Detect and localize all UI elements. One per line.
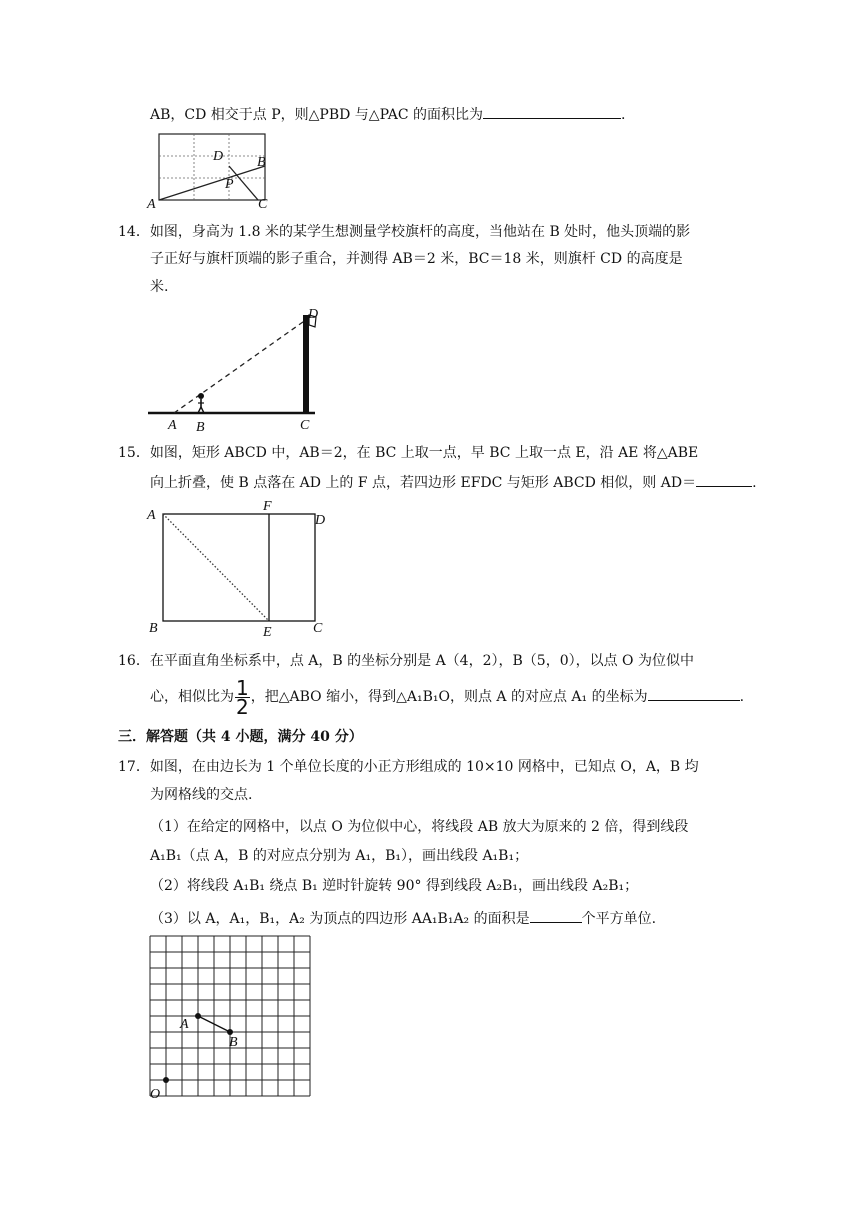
q17-part3-text: 个平方单位. bbox=[581, 911, 657, 927]
q15-text: 如图，矩形 ABCD 中，AB＝2，在 BC 上取一点，早 BC 上取一点 E，沿 AE 将△ABE bbox=[149, 445, 699, 461]
q17-part1-text: （1）在给定的网格中，以点 O 为位似中心，将线段 AB 放大为原来的 2 倍，得到线段 bbox=[150, 819, 689, 835]
q15-label-a: A bbox=[147, 508, 156, 523]
q17-text: 如图，在由边长为 1 个单位长度的小正方形组成的 10×10 网格中，已知点 O，A，B 均 bbox=[149, 759, 699, 775]
q17-text-line1 bbox=[118, 757, 699, 777]
q17-part3-text: （3）以 A，A₁，B₁，A₂ 为顶点的四边形 AA₁B₁A₂ 的面积是 bbox=[150, 911, 530, 927]
q14-figure bbox=[145, 303, 335, 433]
q17-point-o bbox=[163, 1077, 169, 1083]
q17-answer-blank bbox=[530, 908, 582, 923]
q16-period: . bbox=[739, 689, 745, 705]
q14-flagpole bbox=[303, 315, 309, 413]
q17-part1-line2 bbox=[150, 846, 528, 866]
q15-text-line2 bbox=[150, 472, 757, 493]
q14-label-d: D bbox=[308, 307, 319, 322]
q16-fraction bbox=[235, 675, 250, 719]
q14-text-line1 bbox=[118, 222, 690, 242]
q17-grid-figure bbox=[140, 930, 320, 1105]
q17-part2 bbox=[150, 876, 638, 896]
q14-student-head bbox=[198, 393, 204, 399]
q15-text: 向上折叠，使 B 点落在 AD 上的 F 点，若四边形 EFDC 与矩形 ABCD 相似，则 AD＝ bbox=[150, 475, 697, 491]
q15-label-b: B bbox=[149, 621, 158, 636]
q14-text: 如图，身高为 1.8 米的某学生想测量学校旗杆的高度，当他站在 B 处时，他头顶端的影 bbox=[149, 224, 691, 240]
q16-fraction-numerator: 1 bbox=[236, 675, 249, 700]
q16-text: 在平面直角坐标系中，点 A，B 的坐标分别是 A（4，2），B（5，0），以点 O 为位似中 bbox=[149, 653, 694, 669]
q15-label-f: F bbox=[263, 499, 272, 514]
q13-label-b: B bbox=[257, 155, 266, 170]
q16-text: 心，相似比为 bbox=[150, 689, 234, 705]
q15-answer-blank bbox=[696, 472, 752, 487]
q17-label-b: B bbox=[229, 1035, 238, 1050]
q17-label-a: A bbox=[180, 1017, 189, 1032]
q14-text-line2 bbox=[150, 249, 683, 269]
q16-text: ，把△ABO 缩小，得到△A₁B₁O，则点 A 的对应点 A₁ 的坐标为 bbox=[250, 689, 648, 705]
q16-text-line1 bbox=[118, 651, 694, 671]
q15-figure bbox=[145, 496, 335, 638]
q15-text-line1 bbox=[118, 443, 698, 463]
q14-text-line3 bbox=[150, 277, 168, 297]
q16-number: 16． bbox=[118, 653, 150, 669]
q15-label-e: E bbox=[263, 625, 272, 640]
q17-label-o: O bbox=[150, 1087, 161, 1102]
q16-fraction-denominator: 2 bbox=[236, 694, 249, 719]
q13-label-c: C bbox=[258, 197, 268, 212]
q16-text-line2 bbox=[150, 677, 744, 717]
q13-figure bbox=[145, 128, 285, 210]
q17-number: 17． bbox=[118, 759, 150, 775]
q17-text-line2 bbox=[150, 785, 252, 805]
q14-text: 米. bbox=[150, 279, 169, 295]
q17-text: 为网格线的交点. bbox=[150, 787, 253, 803]
q17-grid-lines bbox=[150, 936, 310, 1096]
q15-label-d: D bbox=[315, 513, 326, 528]
q14-label-c: C bbox=[300, 418, 310, 433]
q13-period: . bbox=[620, 107, 626, 123]
q13-label-d: D bbox=[213, 149, 224, 164]
q15-period: . bbox=[752, 475, 757, 491]
q14-text: 子正好与旗杆顶端的影子重合，并测得 AB＝2 米，BC＝18 米，则旗杆 CD 的高度是 bbox=[150, 251, 683, 267]
q17-point-a bbox=[195, 1013, 201, 1019]
q13-label-a: A bbox=[147, 197, 156, 212]
q13-label-p: P bbox=[225, 177, 234, 192]
section-3-heading: 三．解答题（共 4 小题，满分 40 分） bbox=[118, 729, 363, 745]
q17-part2-text: （2）将线段 A₁B₁ 绕点 B₁ 逆时针旋转 90° 得到线段 A₂B₁，画出线段 A₂B₁； bbox=[150, 878, 639, 894]
q15-fold-line bbox=[163, 514, 269, 621]
q14-label-a: A bbox=[168, 418, 177, 433]
q17-part3 bbox=[150, 908, 656, 929]
q15-rectangle-abcd bbox=[163, 514, 315, 621]
q13-segment-ab bbox=[159, 166, 265, 200]
q16-answer-blank bbox=[648, 686, 740, 701]
q13-answer-blank bbox=[483, 104, 621, 119]
q15-label-c: C bbox=[313, 621, 323, 636]
q13-text: AB，CD 相交于点 P，则△PBD 与△PAC 的面积比为 bbox=[150, 107, 483, 123]
q17-part1-text: A₁B₁（点 A，B 的对应点分别为 A₁，B₁），画出线段 A₁B₁； bbox=[150, 848, 529, 864]
q17-part1-line1 bbox=[150, 817, 688, 837]
q15-number: 15． bbox=[118, 445, 150, 461]
q14-number: 14． bbox=[118, 224, 150, 240]
q14-label-b: B bbox=[196, 420, 205, 435]
q14-shadow-line bbox=[174, 317, 310, 413]
q13-text-line1 bbox=[150, 104, 625, 125]
